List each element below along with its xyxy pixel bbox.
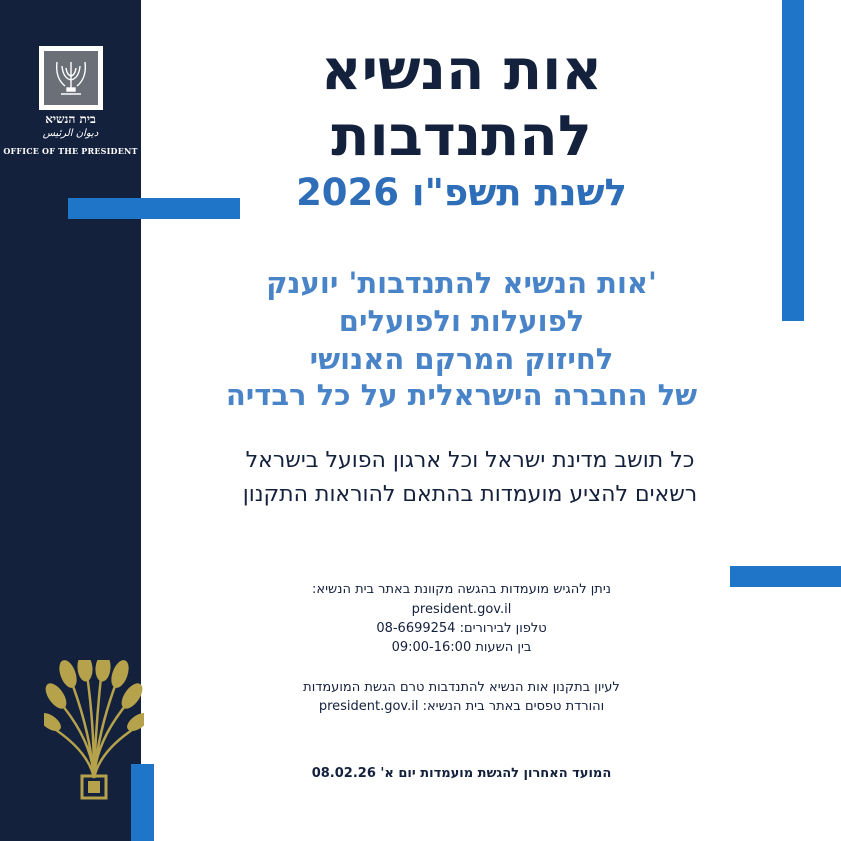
state-emblem-icon: [39, 46, 103, 110]
org-name-hebrew: בית הנשיא: [45, 112, 96, 126]
wheat-emblem-icon: [44, 660, 144, 800]
deadline-notice: המועד האחרון להגשת מועמדות יום א' 08.02.26: [311, 766, 612, 781]
phone-info: טלפון לבירורים: 08-6699254: [376, 621, 547, 636]
hours-info: בין השעות 09:00-16:00: [391, 640, 532, 655]
description-line: של החברה הישראלית על כל רבדיה: [225, 378, 698, 412]
title-year: לשנת תשפ"ו 2026: [296, 171, 627, 214]
website-link[interactable]: president.gov.il: [411, 602, 512, 617]
forms-download-info: והורדת טפסים באתר בית הנשיא: president.gov.il: [318, 699, 605, 714]
accent-bar-top-right: [782, 0, 804, 321]
eligibility-line: רשאים להציע מועמדות בהתאם להוראות התקנון: [242, 482, 698, 507]
title-line-2: להתנדבות: [331, 104, 592, 169]
submission-info: ניתן להגיש מועמדות בהגשה מקוונת באתר בית הנשיא:: [312, 582, 611, 597]
description-line: לחיזוק המרקם האנושי: [309, 342, 614, 376]
org-name-arabic: ديوان الرئيس: [42, 128, 99, 139]
description-line: לפועלות ולפועלים: [338, 304, 585, 338]
regulations-info: לעיון בתקנון אות הנשיא להתנדבות טרם הגשת המועמדות: [303, 680, 620, 695]
org-name-english: OFFICE OF THE PRESIDENT: [3, 146, 138, 156]
eligibility-line: כל תושב מדינת ישראל וכל ארגון הפועל בישראל: [245, 448, 695, 473]
title-line-1: אות הנשיא: [320, 38, 603, 103]
description-line: 'אות הנשיא להתנדבות' יוענק: [266, 266, 657, 300]
